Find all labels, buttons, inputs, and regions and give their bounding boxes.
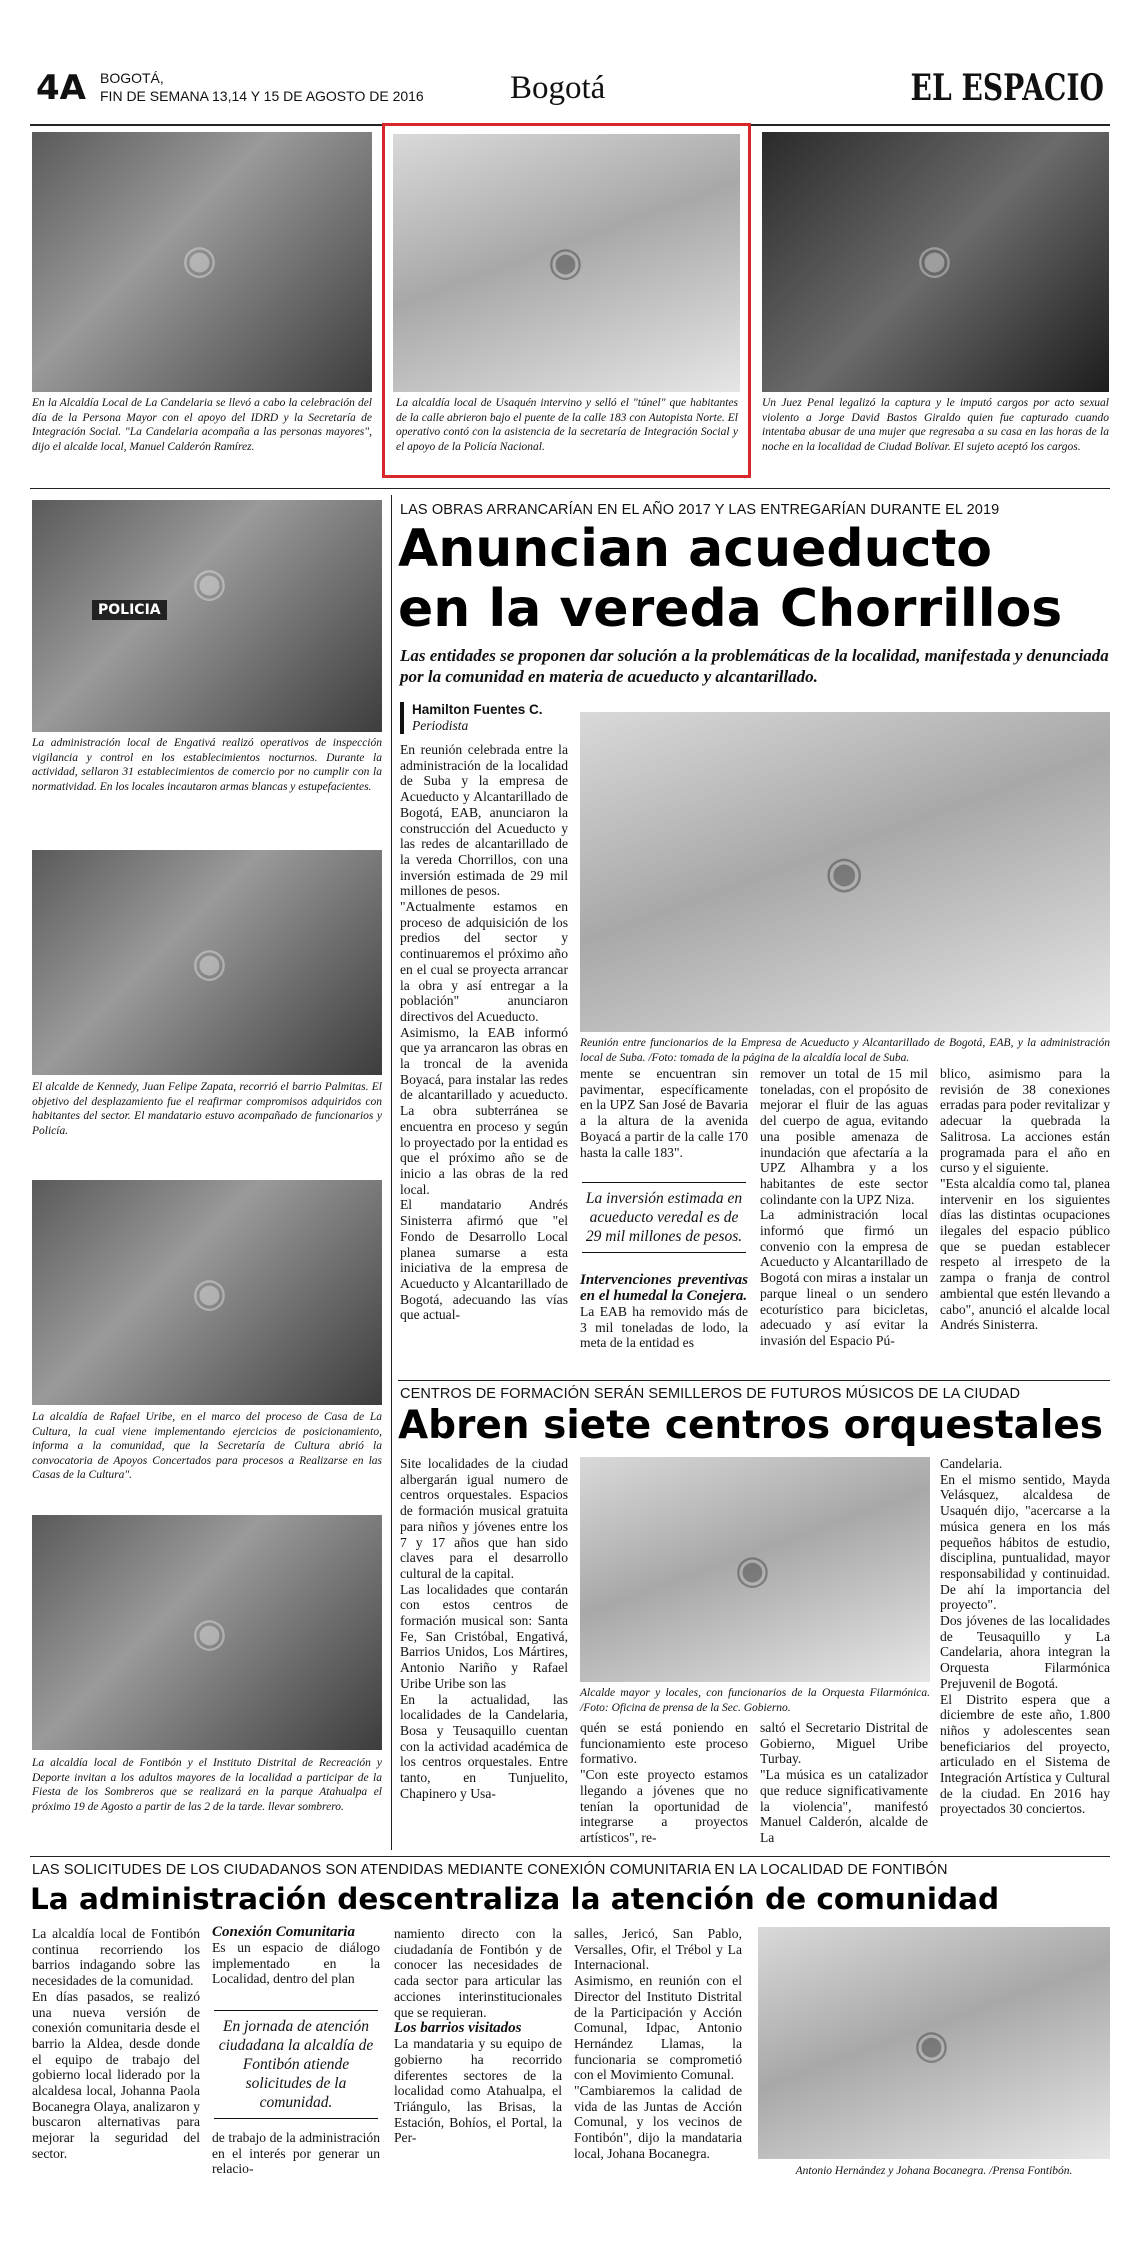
story2-para: Site localidades de la ciudad albergarán igual numero de centros orquestales. Espacios de formación musical gratuita para niños y jóvenes entre los 7 y 17 años que han sido claves para el desarrollo cultural de la capital. [400,1456,568,1581]
story3-column-1 [32,1926,200,2162]
story2-para: "Con este proyecto estamos llegando a jóvenes que no tenían la oportunidad de integrarse a proyectos artísticos", re- [580,1767,748,1845]
story1-para: "Actualmente estamos en proceso de adquisición de los predios del sector y continuaremos el próximo año en el cual se proyecta arrancar la obra y así entregar a la población" anunciaron directivos del Acueducto. [400,899,568,1024]
story3-para: En días pasados, se realizó una nueva versión de conexión comunitaria desde el barrio la Aldea, desde donde el equipo de trabajo del gobierno local liderado por la alcaldesa local, Johanna Paola Bocanegra Olaya, analizaron y buscaron alternativas para mejorar la seguridad del sector. [32,1988,200,2161]
story2-column-1 [400,1456,568,1801]
story3-para: Asimismo, en reunión con el Director del Instituto Distrital de la Participación y Acción Comunal, Idpac, Antonio Hernández Llamas, la funcionaria se comprometió con el Movimiento Comunal. [574,1973,742,2083]
story3-subhead: Los barrios visitados [394,2020,522,2037]
photo-rafael-uribe [32,1180,382,1405]
photo-kennedy [32,850,382,1075]
camera-icon: ◉ [825,847,864,898]
story2-kicker: CENTROS DE FORMACIÓN SERÁN SEMILLEROS DE FUTUROS MÚSICOS DE LA CIUDAD [400,1386,1021,1402]
story2-para: En la actualidad, las localidades de la Candelaria, Bosa y Teusaquillo cuentan con la actividad académica de los centros orquestales. Entre tanto, en Tunjuelito, Chapinero y Usa- [400,1691,568,1801]
photo-usaquen-tunnel [393,134,740,392]
story1-column-3 [760,1066,928,1349]
story2-headline: Abren siete centros orquestales [398,1403,1103,1448]
story3-para: La mandataria y su equipo de gobierno ha recorrido diferentes sectores de la localidad como Atahualpa, el Triángulo, las Brisas, la Estación, Bohíos, el Portal, la Per- [394,2036,562,2146]
story1-para: En reunión celebrada entre la administración de la localidad de Suba y la empresa de Acueducto y Alcantarillado de Bogotá, EAB, anunciaron la construcción del Acueducto y las redes de alcantarillado de la vereda Chorrillos, con una inversión estimada de 29 mil millones de pesos. [400,742,568,899]
story1-column-4 [940,1066,1110,1333]
story1-rule [398,1380,1110,1381]
story2-para: En el mismo sentido, Mayda Velásquez, alcaldesa de Usaquén dijo, "acercarse a la música genera en los más pequeños hábitos de estudio, disciplina, puntualidad, mayor responsabilidad y continuidad. De ahí la importancia del proyecto". [940,1471,1110,1613]
left-column-rule [391,495,392,1850]
story1-headline-line2: en la vereda Chorrillos [398,579,1063,639]
story3-para: La alcaldía local de Fontibón continua recorriendo los barrios indagando sobre las necesidades de la comunidad. [32,1926,200,1989]
photo-engativa-police [32,500,382,732]
story3-pullquote: En jornada de atención ciudadana la alcaldía de Fontibón atiende solicitudes de la comunidad. [214,2010,378,2119]
photo-fontibon-meeting [758,1927,1110,2159]
caption-candelaria: En la Alcaldía Local de La Candelaria se llevó a cabo la celebración del día de la Persona Mayor con el apoyo del IDRD y la Secretaría de Integración Social. "La Candelaria acompaña a las personas mayores", dijo el alcalde local, Manuel Calderón Ramírez. [32,397,372,453]
story3-subhead: Conexión Comunitaria [212,1924,355,1940]
story2-para: Dos jóvenes de las localidades de Teusaquillo y La Candelaria, ahora integran la Orquesta Filarmónica Prejuvenil de Bogotá. [940,1613,1110,1691]
caption-fontibon-meeting: Antonio Hernández y Johana Bocanegra. /Prensa Fontibón. [795,2165,1073,2177]
story2-para: El Distrito espera que a diciembre de este año, 1.800 niños y adolescentes sean beneficiarios del proyecto, articulado en el Sistema de Integración Artística y Cultural de la ciudad. En 2016 hay proyectados 30 conciertos. [940,1691,1110,1817]
camera-icon: ◉ [548,239,583,285]
camera-icon: ◉ [735,1547,770,1593]
caption-capture: Un Juez Penal legalizó la captura y le imputó cargos por acto sexual violento a Jorge David Bastos Giraldo quien fue capturado cuando intentaba abusar de una mujer que regresaba a su casa en las horas de la noche en la localidad de Ciudad Bolívar. El sujeto aceptó los cargos. [762,397,1109,453]
story1-deck: Las entidades se proponen dar solución a la problemáticas de la localidad, manifestada y denunciada por la comunidad en materia de acueducto y alcantarillado. [400,646,1109,686]
story3-para: namiento directo con la ciudadanía de Fontibón y de conocer las necesidades de cada sector para articular las acciones interinstitucionales que se requieran. [394,1926,562,2020]
story2-para: "La música es un catalizador que reduce significativamente la violencia", manifestó Manuel Calderón, alcalde de La [760,1767,928,1845]
byline-name: Hamilton Fuentes C. [412,702,543,717]
caption-fontibon-elderly: La alcaldía local de Fontibón y el Instituto Distrital de Recreación y Deporte invitan a los adultos mayores de la localidad a participar de la Fiesta de los Sombreros que se realizará en la parque Atahualpa el próximo 19 de Agosto a partir de las 2 de la tarde. llevar sombrero. [32,1757,382,1813]
story2-column-2 [580,1720,748,1846]
story2-rule [30,1856,1110,1857]
story1-pullquote: La inversión estimada en acueducto veredal es de 29 mil millones de pesos. [582,1182,746,1253]
dateline-location: BOGOTÁ, [100,70,164,86]
camera-icon: ◉ [192,1610,227,1656]
camera-icon: ◉ [192,940,227,986]
caption-usaquen: La alcaldía local de Usaquén intervino y selló el "túnel" que habitantes de la calle abrieron bajo el puente de la calle 183 con Autopista Norte. El operativo contó con la asistencia de la secretaría de Integración Social y el apoyo de la Policía Nacional. [396,397,738,453]
story2-para: Candelaria. [940,1456,1003,1471]
story3-column-2b [212,2130,380,2177]
story2-column-3 [760,1720,928,1846]
story2-column-4 [940,1456,1110,1817]
story1-para: remover un total de 15 mil toneladas, con el propósito de mejorar el fluir de las aguas del cuerpo de agua, evitando una posible amenaza de inundación que afectaría a la UPZ Alhambra y a los habitantes de este sector colindante con la UPZ Niza. [760,1066,928,1207]
caption-eab-meeting: Reunión entre funcionarios de la Empresa de Acueducto y Alcantarillado de Bogotá, EAB, y la administración local de Suba. /Foto: tomada de la página de la alcaldía local de Suba. [580,1037,1110,1064]
caption-kennedy: El alcalde de Kennedy, Juan Felipe Zapata, recorrió el barrio Palmitas. El objetivo del desplazamiento fue el reafirmar compromisos adquiridos con habitantes del sector. El mandatario estuvo acompañado de funcionarios y Policía. [32,1081,382,1137]
camera-icon: ◉ [914,2022,949,2068]
masthead: EL ESPACIO [910,67,1104,109]
story1-para: La administración local informó que firmó un convenio con la empresa de Acueducto y Alcantarillado de Bogotá con miras a instalar un parque lineal o un sendero ecoturístico para bicicletas, adecuado y así evitar la invasión del Espacio Pú- [760,1207,928,1348]
caption-orchestra: Alcalde mayor y locales, con funcionarios de la Orquesta Filarmónica. /Foto: Oficina de prensa de la Sec. Gobierno. [580,1687,930,1714]
photo-fontibon-elderly [32,1515,382,1750]
photo-eab-meeting [580,712,1110,1032]
story1-column-2 [580,1066,748,1160]
story1-kicker: LAS OBRAS ARRANCARÍAN EN EL AÑO 2017 Y LAS ENTREGARÍAN DURANTE EL 2019 [400,502,1000,518]
story2-para: quén se está poniendo en funcionamiento este proceso formativo. [580,1720,748,1767]
story1-column-2b [580,1272,748,1351]
caption-engativa: La administración local de Engativá realizó operativos de inspección vigilancia y control en los establecimientos nocturnos. Durante la actividad, sellaron 31 establecimientos de comercio por no cumplir con la normatividad. En los locales incautaron armas blancas y estupefacientes. [32,737,382,793]
byline-role: Periodista [412,718,469,733]
top-row-rule [30,488,1110,489]
story1-para: "Esta alcaldía como tal, planea intervenir en los siguientes días las distintas ocupaciones ilegales del espacio público que se puedan establecer respeto al irrespeto de la zampa o franja de control ambiental que estén llevando a cabo", anunció el alcalde local Andrés Sinisterra. [940,1175,1110,1333]
story3-kicker: LAS SOLICITUDES DE LOS CIUDADANOS SON ATENDIDAS MEDIANTE CONEXIÓN COMUNITARIA EN LA LOCALIDAD DE FONTIBÓN [32,1862,948,1878]
story3-para: de trabajo de la administración en el interés por generar un relacio- [212,2130,380,2177]
camera-icon: ◉ [182,237,217,283]
camera-icon: ◉ [192,1270,227,1316]
story1-subhead: Intervenciones preventivas en el humedal la Conejera. [580,1272,748,1304]
story2-para: Las localidades que contarán con estos centros de formación musical son: Santa Fe, San Cristóbal, Engativá, Barrios Unidos, Los Mártires, Antonio Nariño y Rafael Uribe Uribe son las [400,1581,568,1691]
camera-icon: ◉ [917,237,952,283]
police-sign: POLICIA [92,600,167,620]
story1-headline-line1: Anuncian acueducto [398,519,993,579]
story1-para: Asimismo, la EAB informó que ya arrancaron las obras en la troncal de la avenida Boyacá, para instalar las redes de alcantarillado y acueducto. La obra subterránea se encuentra en proceso y según lo proyectado por la entidad es que el próximo año se de inicio a las obras de la red local. [400,1024,568,1197]
photo-handcuffs [762,132,1109,392]
caption-rafael-uribe: La alcaldía de Rafael Uribe, en el marco del proceso de Casa de La Cultura, la cual viene implementando ejercicios de posicionamiento, informa a la comunidad, que la Secretaría de Cultura abrió la convocatoria de Apoyos Concertados para procesos a Realizarse en las Casas de la Cultura". [32,1411,382,1481]
story3-column-3 [394,1926,562,2146]
story1-para: blico, asimismo para la revisión de 38 conexiones erradas para poder revitalizar y adecuar la quebrada la Salitrosa. La acciones están programada para el año en curso y el siguiente. [940,1066,1110,1176]
photo-candelaria-elderly [32,132,372,392]
story3-headline: La administración descentraliza la atención de comunidad [30,1882,1000,1916]
story3-column-4 [574,1926,742,2162]
story1-para: mente se encuentran sin pavimentar, específicamente en la UPZ San José de Bavaria a la altura de la avenida Boyacá a partir de la calle 170 hasta la calle 183". [580,1066,748,1160]
story1-para: La EAB ha removido más de 3 mil toneladas de lodo, la meta de la entidad es [580,1304,748,1351]
story1-byline [400,702,570,734]
camera-icon: ◉ [192,560,227,606]
section-name: Bogotá [510,70,606,106]
photo-orchestra-officials [580,1457,930,1682]
story3-column-2 [212,1924,380,1987]
story3-para: Es un espacio de diálogo implementado en la Localidad, dentro del plan [212,1940,380,1987]
page-number: 4A [36,68,86,108]
story1-column-1 [400,742,568,1323]
story1-para: El mandatario Andrés Sinisterra afirmó que "el Fondo de Desarrollo Local planea sumarse a esta iniciativa de la empresa de Acueducto y Alcantarillado de Bogotá, adecuando las vías que actual- [400,1197,568,1323]
dateline-date: FIN DE SEMANA 13,14 Y 15 DE AGOSTO DE 2016 [100,88,424,104]
page-header [30,66,1110,124]
story2-para: saltó el Secretario Distrital de Gobierno, Miguel Uribe Turbay. [760,1720,928,1767]
story3-para: salles, Jericó, San Pablo, Versalles, Ofir, el Trébol y La Internacional. [574,1926,742,1973]
story3-para: "Cambiaremos la calidad de vida de las Juntas de Acción Comunal, y los vecinos de Fontibón", dijo la mandataria local, Johana Bocanegra. [574,2083,742,2161]
